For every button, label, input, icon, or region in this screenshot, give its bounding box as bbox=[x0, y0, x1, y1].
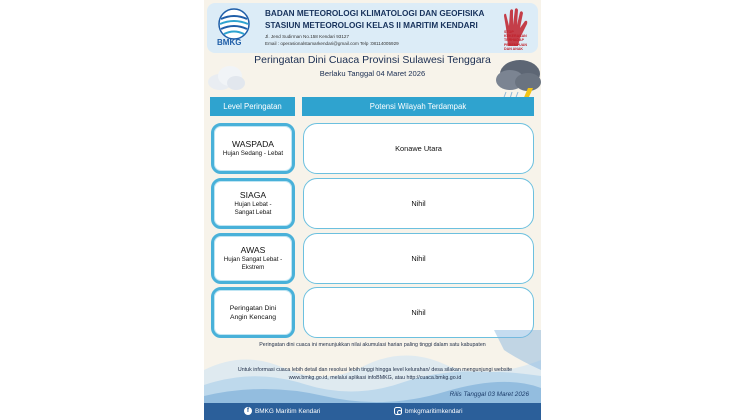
logo-text: BMKG bbox=[217, 38, 242, 47]
warning-poster bbox=[204, 0, 541, 420]
instagram-link[interactable] bbox=[394, 407, 463, 415]
instagram-icon bbox=[394, 407, 402, 415]
page-title: Peringatan Dini Cuaca Provinsi Sulawesi Tenggara bbox=[254, 54, 491, 66]
level-description: Hujan Lebat - Sangat Lebat bbox=[234, 201, 272, 216]
facebook-link[interactable] bbox=[244, 407, 320, 415]
org-contact: Email : operasionalstamarkendari@gmail.com Telp :08114005929 bbox=[265, 41, 399, 46]
level-name: SIAGA bbox=[239, 190, 267, 200]
header-banner bbox=[207, 3, 538, 53]
level-name: WASPADA bbox=[231, 139, 275, 149]
org-name-line2: STASIUN METEOROLOGI KELAS II MARITIM KENDARI bbox=[265, 21, 478, 30]
level-box-waspada bbox=[211, 123, 295, 174]
area-box-waspada: Konawe Utara bbox=[303, 123, 534, 174]
social-footer bbox=[204, 403, 541, 420]
level-description: Hujan Sedang - Lebat bbox=[222, 150, 284, 157]
disclaimer-note: Peringatan dini cuaca ini menunjukkan nilai akumulasi harian paling tinggi dalam satu kabupaten bbox=[259, 342, 486, 348]
area-box-siaga: Nihil bbox=[303, 178, 534, 229]
level-box-siaga bbox=[211, 178, 295, 229]
stop-violence-stamp-text: STOP KEKERASAN TERHADAP PEREMPUAN DAN ANAK bbox=[504, 30, 527, 51]
org-address: Jl. Jend Sudirman No.158 Kendari 93127 bbox=[265, 34, 350, 39]
area-box-angin-kencang: Nihil bbox=[303, 287, 534, 338]
valid-date: Berlaku Tanggal 04 Maret 2026 bbox=[319, 69, 426, 78]
level-name: Peringatan Dini Angin Kencang bbox=[229, 304, 277, 321]
level-name: AWAS bbox=[240, 245, 266, 255]
level-box-awas bbox=[211, 233, 295, 284]
level-description: Hujan Sangat Lebat - Ekstrem bbox=[223, 256, 283, 271]
area-box-awas: Nihil bbox=[303, 233, 534, 284]
column-header-area: Potensi Wilayah Terdampak bbox=[302, 97, 534, 116]
info-note: Untuk informasi cuaca lebih detail dan resolusi lebih tinggi hingga level kelurahan/ desa silakan mengunjungi website www.bmkg.go.id, melalui aplikasi infoBMKG, atau http://cuaca.bmkg.go.id bbox=[237, 367, 513, 381]
facebook-handle: BMKG Maritim Kendari bbox=[255, 407, 321, 415]
column-header-level: Level Peringatan bbox=[210, 97, 295, 116]
release-date: Rilis Tanggal 03 Maret 2026 bbox=[449, 391, 529, 398]
instagram-handle: bmkgmaritimkendari bbox=[405, 407, 463, 415]
facebook-icon: f bbox=[244, 407, 252, 415]
org-name-line1: BADAN METEOROLOGI KLIMATOLOGI DAN GEOFISIKA bbox=[265, 9, 485, 18]
